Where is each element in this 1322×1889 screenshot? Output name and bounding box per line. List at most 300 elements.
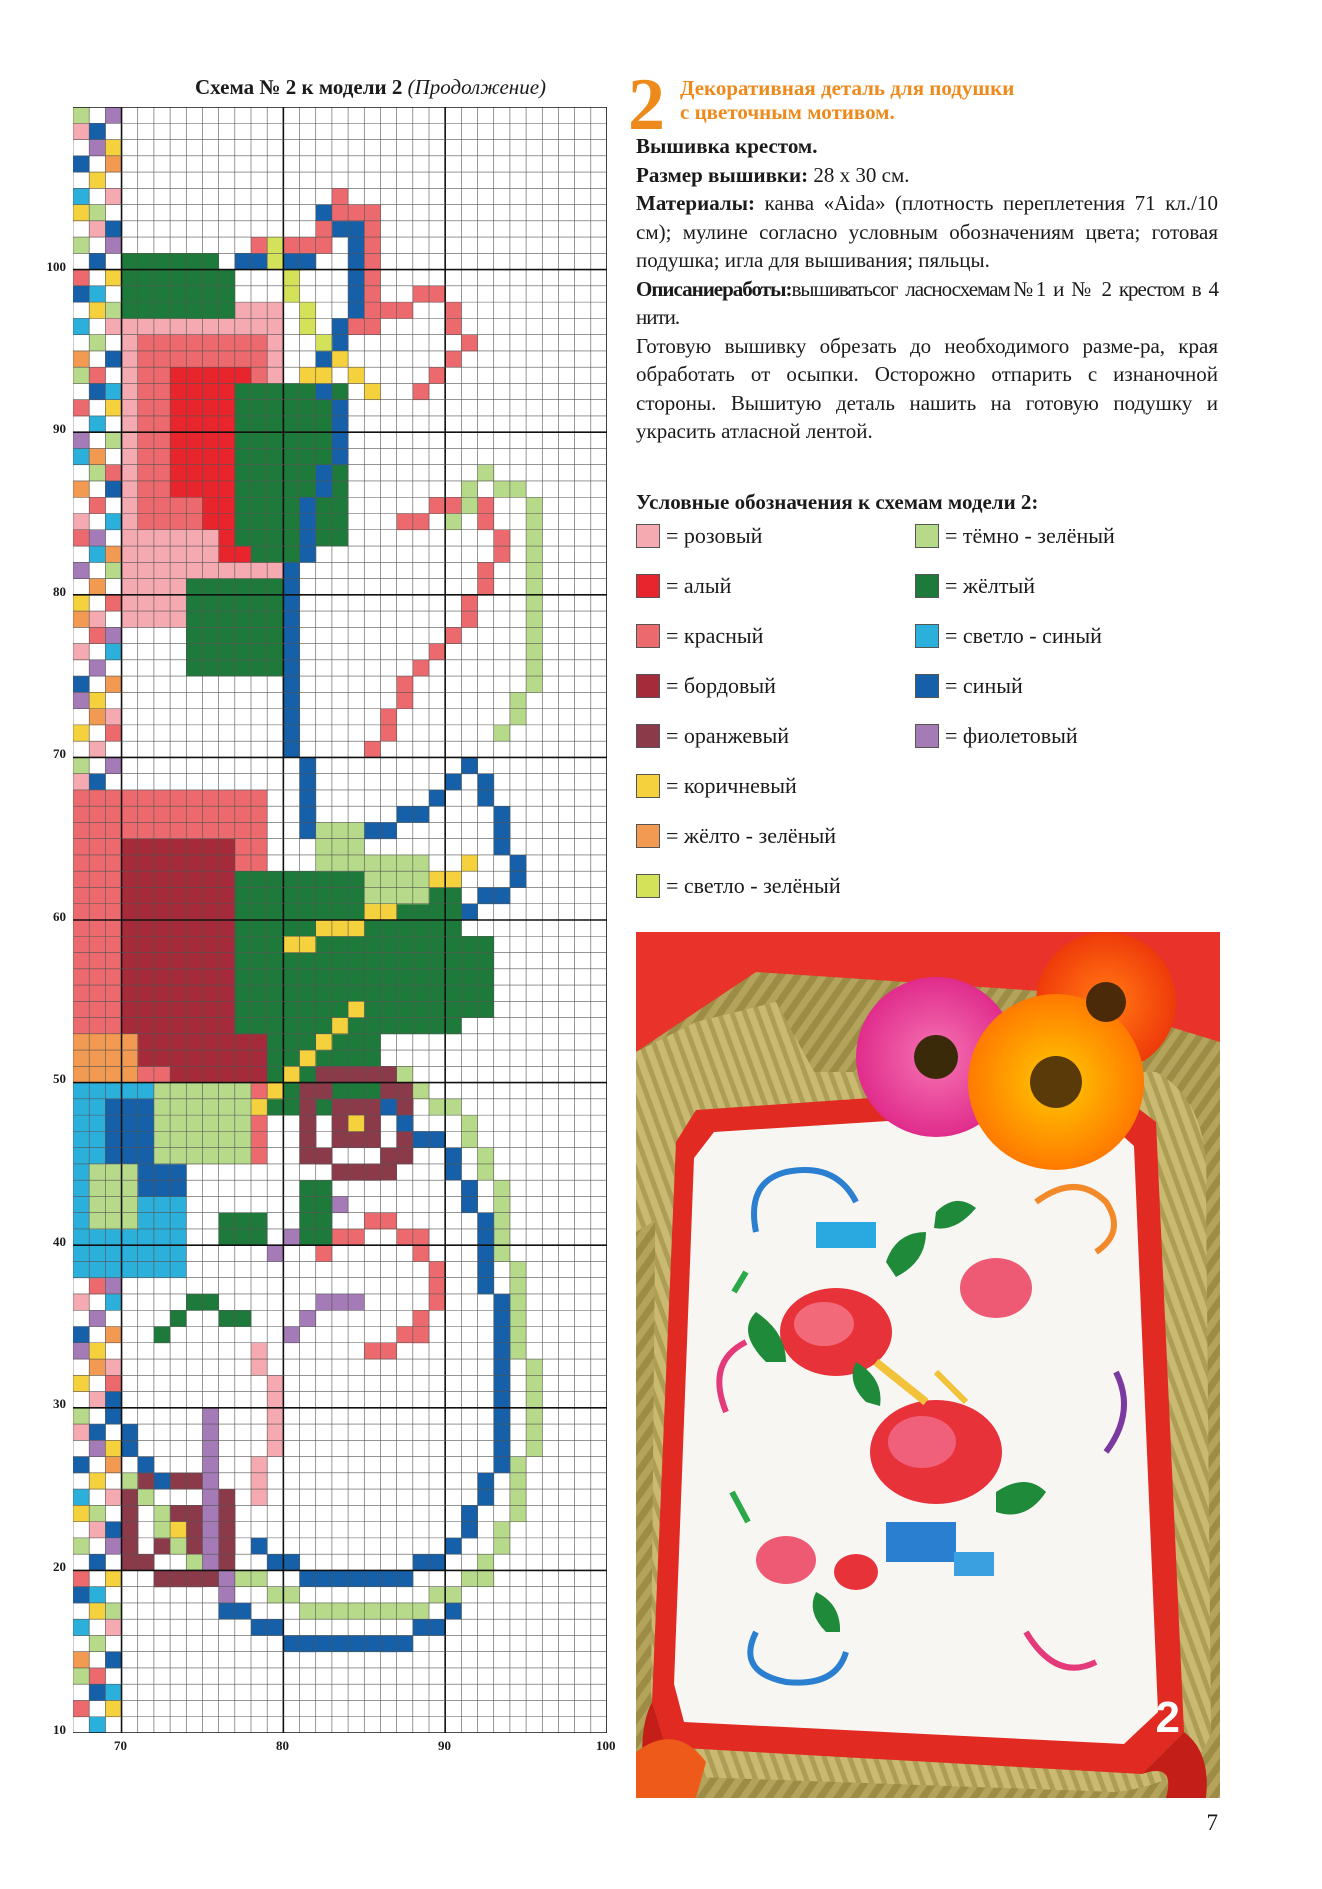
stitch-cell [89, 1668, 106, 1685]
stitch-cell [105, 1164, 122, 1181]
stitch-cell [316, 871, 333, 888]
stitch-cell [526, 1359, 543, 1376]
stitch-cell [283, 887, 300, 904]
stitch-cell [202, 920, 219, 937]
stitch-cell [186, 1538, 203, 1555]
stitch-cell [89, 1473, 106, 1490]
stitch-cell [283, 1587, 300, 1604]
stitch-cell [186, 318, 203, 335]
stitch-cell [267, 351, 284, 368]
stitch-cell [267, 1001, 284, 1018]
stitch-cell [348, 822, 365, 839]
stitch-cell [89, 692, 106, 709]
stitch-cell [316, 855, 333, 872]
stitch-cell [380, 985, 397, 1002]
stitch-cell [73, 1652, 90, 1669]
stitch-cell [122, 611, 139, 628]
stitch-cell [235, 839, 252, 856]
stitch-cell [364, 1099, 381, 1116]
stitch-cell [235, 432, 252, 449]
stitch-cell [283, 644, 300, 661]
stitch-cell [89, 1310, 106, 1327]
stitch-cell [170, 936, 187, 953]
stitch-cell [332, 822, 349, 839]
stitch-cell [186, 302, 203, 319]
stitch-cell [138, 1196, 155, 1213]
stitch-cell [267, 302, 284, 319]
stitch-cell [283, 253, 300, 270]
stitch-cell [316, 1245, 333, 1262]
stitch-cell [73, 530, 90, 547]
stitch-cell [332, 416, 349, 433]
stitch-cell [251, 936, 268, 953]
stitch-cell [89, 172, 106, 189]
stitch-cell [105, 1408, 122, 1425]
stitch-cell [219, 318, 236, 335]
stitch-cell [397, 904, 414, 921]
stitch-cell [73, 822, 90, 839]
stitch-cell [202, 383, 219, 400]
stitch-cell [332, 432, 349, 449]
stitch-cell [283, 432, 300, 449]
stitch-cell [105, 270, 122, 287]
legend-label: = алый [666, 573, 732, 598]
stitch-cell [300, 1018, 317, 1035]
stitch-cell [105, 400, 122, 417]
stitch-cell [219, 514, 236, 531]
legend-item [636, 822, 836, 850]
stitch-cell [202, 1099, 219, 1116]
stitch-cell [138, 383, 155, 400]
stitch-cell [202, 1066, 219, 1083]
stitch-cell [73, 595, 90, 612]
stitch-cell [138, 1213, 155, 1230]
stitch-cell [429, 1294, 446, 1311]
stitch-cell [89, 741, 106, 758]
stitch-cell [332, 1164, 349, 1181]
stitch-cell [445, 318, 462, 335]
stitch-cell [397, 692, 414, 709]
stitch-cell [251, 530, 268, 547]
stitch-cell [526, 514, 543, 531]
stitch-cell [170, 400, 187, 417]
stitch-cell [138, 1099, 155, 1116]
stitch-cell [154, 514, 171, 531]
stitch-cell [73, 790, 90, 807]
stitch-cell [478, 1229, 495, 1246]
stitch-cell [122, 1066, 139, 1083]
stitch-cell [413, 1554, 430, 1571]
stitch-cell [251, 335, 268, 352]
stitch-cell [154, 887, 171, 904]
stitch-cell [122, 318, 139, 335]
stitch-cell [364, 822, 381, 839]
stitch-cell [154, 335, 171, 352]
article-number: 2 [628, 64, 665, 146]
stitch-cell [122, 335, 139, 352]
stitch-cell [219, 611, 236, 628]
stitch-cell [154, 790, 171, 807]
stitch-cell [170, 855, 187, 872]
stitch-cell [219, 1083, 236, 1100]
stitch-cell [380, 1018, 397, 1035]
stitch-cell [267, 514, 284, 531]
stitch-cell [300, 400, 317, 417]
stitch-cell [461, 497, 478, 514]
stitch-cell [202, 318, 219, 335]
stitch-cell [170, 1505, 187, 1522]
stitch-cell [494, 887, 511, 904]
stitch-cell [494, 481, 511, 498]
stitch-cell [235, 969, 252, 986]
stitch-cell [380, 822, 397, 839]
stitch-cell [219, 1148, 236, 1165]
stitch-cell [397, 1148, 414, 1165]
stitch-cell [461, 1570, 478, 1587]
stitch-cell [397, 514, 414, 531]
stitch-cell [348, 936, 365, 953]
stitch-cell [235, 904, 252, 921]
stitch-cell [267, 660, 284, 677]
stitch-cell [300, 1635, 317, 1652]
stitch-cell [267, 871, 284, 888]
stitch-cell [73, 904, 90, 921]
stitch-cell [267, 1066, 284, 1083]
stitch-cell [251, 1018, 268, 1035]
stitch-cell [478, 969, 495, 986]
stitch-cell [429, 286, 446, 303]
stitch-cell [138, 1245, 155, 1262]
stitch-cell [105, 871, 122, 888]
stitch-cell [122, 1196, 139, 1213]
stitch-cell [397, 1001, 414, 1018]
stitch-cell [267, 627, 284, 644]
stitch-cell [154, 871, 171, 888]
stitch-cell [122, 1538, 139, 1555]
stitch-cell [283, 936, 300, 953]
stitch-cell [105, 1570, 122, 1587]
y-label-100: 100 [46, 259, 66, 274]
stitch-cell [235, 1034, 252, 1051]
stitch-cell [478, 774, 495, 791]
stitch-cell [73, 1570, 90, 1587]
stitch-cell [122, 1050, 139, 1067]
stitch-cell [202, 465, 219, 482]
stitch-cell [316, 1050, 333, 1067]
chart-gridlines [73, 107, 607, 1733]
stitch-cell [186, 936, 203, 953]
stitch-cell [154, 497, 171, 514]
stitch-cell [429, 1018, 446, 1035]
stitch-cell [186, 432, 203, 449]
stitch-cell [494, 1522, 511, 1539]
stitch-cell [89, 871, 106, 888]
stitch-cell [413, 383, 430, 400]
stitch-cell [170, 1115, 187, 1132]
stitch-cell [105, 855, 122, 872]
stitch-cell [170, 822, 187, 839]
stitch-cell [510, 1261, 527, 1278]
stitch-cell [300, 432, 317, 449]
stitch-cell [154, 432, 171, 449]
stitch-cell [251, 871, 268, 888]
stitch-cell [300, 920, 317, 937]
stitch-cell [332, 1034, 349, 1051]
stitch-cell [478, 1245, 495, 1262]
stitch-cell [267, 1050, 284, 1067]
stitch-cell [186, 270, 203, 287]
legend-item [915, 522, 1115, 550]
stitch-cell [283, 546, 300, 563]
stitch-cell [316, 1570, 333, 1587]
stitch-cell [170, 871, 187, 888]
stitch-cell [429, 367, 446, 384]
stitch-cell [170, 1034, 187, 1051]
stitch-cell [316, 985, 333, 1002]
stitch-cell [105, 1131, 122, 1148]
stitch-cell [89, 1684, 106, 1701]
stitch-cell [89, 286, 106, 303]
stitch-cell [138, 562, 155, 579]
stitch-cell [510, 692, 527, 709]
stitch-cell [510, 481, 527, 498]
stitch-cell [235, 1050, 252, 1067]
stitch-cell [170, 1196, 187, 1213]
stitch-cell [267, 465, 284, 482]
stitch-cell [300, 1001, 317, 1018]
stitch-cell [251, 1001, 268, 1018]
headline-line-2: с цветочным мотивом. [680, 100, 895, 124]
stitch-cell [73, 920, 90, 937]
stitch-cell [267, 416, 284, 433]
stitch-cell [186, 1018, 203, 1035]
stitch-cell [332, 335, 349, 352]
legend-item [636, 572, 731, 600]
stitch-cell [235, 400, 252, 417]
stitch-cell [364, 318, 381, 335]
stitch-cell [202, 1001, 219, 1018]
stitch-cell [235, 546, 252, 563]
stitch-cell [251, 465, 268, 482]
stitch-cell [186, 871, 203, 888]
stitch-cell [219, 383, 236, 400]
stitch-cell [202, 1473, 219, 1490]
stitch-cell [170, 985, 187, 1002]
stitch-cell [348, 1115, 365, 1132]
stitch-cell [251, 1213, 268, 1230]
stitch-cell [300, 1213, 317, 1230]
stitch-cell [526, 595, 543, 612]
stitch-cell [380, 709, 397, 726]
stitch-cell [348, 1050, 365, 1067]
stitch-cell [89, 579, 106, 596]
stitch-cell [122, 985, 139, 1002]
stitch-cell [219, 530, 236, 547]
photo-illustration [636, 932, 1220, 1798]
stitch-cell [235, 1229, 252, 1246]
stitch-cell [235, 1570, 252, 1587]
stitch-cell [202, 871, 219, 888]
stitch-cell [105, 1603, 122, 1620]
stitch-cell [364, 887, 381, 904]
stitch-cell [332, 1050, 349, 1067]
stitch-cell [267, 953, 284, 970]
stitch-cell [510, 1473, 527, 1490]
stitch-cell [202, 839, 219, 856]
stitch-cell [267, 1392, 284, 1409]
stitch-cell [300, 530, 317, 547]
legend-swatch [636, 674, 660, 698]
stitch-cell [300, 822, 317, 839]
stitch-cell [526, 1424, 543, 1441]
stitch-cell [316, 400, 333, 417]
stitch-cell [89, 1213, 106, 1230]
stitch-cell [316, 351, 333, 368]
legend-item [915, 672, 1023, 700]
stitch-cell [251, 448, 268, 465]
stitch-cell [380, 1343, 397, 1360]
stitch-cell [186, 920, 203, 937]
stitch-cell [154, 546, 171, 563]
stitch-cell [122, 579, 139, 596]
stitch-cell [73, 1115, 90, 1132]
stitch-cell [73, 318, 90, 335]
stitch-cell [235, 562, 252, 579]
stitch-cell [105, 904, 122, 921]
stitch-cell [461, 1522, 478, 1539]
stitch-cell [122, 920, 139, 937]
stitch-cell [397, 1635, 414, 1652]
stitch-cell [73, 514, 90, 531]
stitch-cell [283, 660, 300, 677]
stitch-cell [186, 839, 203, 856]
stitch-cell [154, 481, 171, 498]
stitch-cell [364, 985, 381, 1002]
stitch-cell [251, 953, 268, 970]
stitch-cell [283, 725, 300, 742]
stitch-cell [202, 1424, 219, 1441]
stitch-cell [154, 1018, 171, 1035]
stitch-cell [364, 253, 381, 270]
stitch-cell [122, 367, 139, 384]
stitch-cell [202, 530, 219, 547]
stitch-cell [526, 530, 543, 547]
stitch-cell [219, 644, 236, 661]
stitch-cell [235, 887, 252, 904]
stitch-cell [478, 1213, 495, 1230]
stitch-cell [186, 822, 203, 839]
stitch-cell [138, 887, 155, 904]
stitch-cell [364, 1018, 381, 1035]
stitch-cell [251, 839, 268, 856]
legend-swatch [636, 624, 660, 648]
stitch-cell [316, 1180, 333, 1197]
stitch-cell [364, 1083, 381, 1100]
stitch-cell [364, 1034, 381, 1051]
stitch-cell [461, 1001, 478, 1018]
stitch-cell [89, 1050, 106, 1067]
stitch-cell [267, 1619, 284, 1636]
stitch-cell [89, 1440, 106, 1457]
stitch-cell [235, 822, 252, 839]
stitch-cell [235, 920, 252, 937]
stitch-cell [105, 887, 122, 904]
stitch-cell [138, 497, 155, 514]
stitch-cell [478, 497, 495, 514]
stitch-cell [154, 1083, 171, 1100]
stitch-cell [300, 497, 317, 514]
stitch-cell [202, 1440, 219, 1457]
stitch-cell [122, 253, 139, 270]
stitch-cell [348, 871, 365, 888]
stitch-cell [170, 920, 187, 937]
stitch-cell [461, 1131, 478, 1148]
stitch-cell [89, 790, 106, 807]
stitch-cell [316, 465, 333, 482]
stitch-cell [445, 627, 462, 644]
stitch-cell [526, 627, 543, 644]
stitch-cell [413, 1310, 430, 1327]
stitch-cell [397, 1603, 414, 1620]
stitch-cell [73, 1700, 90, 1717]
stitch-cell [235, 514, 252, 531]
stitch-cell [316, 497, 333, 514]
stitch-cell [219, 1587, 236, 1604]
stitch-cell [202, 253, 219, 270]
stitch-cell [267, 644, 284, 661]
stitch-cell [154, 351, 171, 368]
stitch-cell [494, 1408, 511, 1425]
stitch-cell [170, 497, 187, 514]
stitch-cell [170, 530, 187, 547]
stitch-cell [348, 953, 365, 970]
stitch-cell [202, 1115, 219, 1132]
stitch-cell [283, 1066, 300, 1083]
stitch-cell [283, 920, 300, 937]
stitch-cell [461, 335, 478, 352]
stitch-cell [413, 904, 430, 921]
stitch-cell [202, 270, 219, 287]
stitch-cell [186, 400, 203, 417]
stitch-cell [138, 920, 155, 937]
stitch-cell [251, 367, 268, 384]
stitch-cell [105, 1619, 122, 1636]
stitch-cell [122, 953, 139, 970]
stitch-cell [478, 562, 495, 579]
legend-label: = жёлтый [945, 573, 1036, 598]
stitch-cell [510, 1294, 527, 1311]
y-label-70: 70 [53, 746, 66, 761]
stitch-cell [73, 400, 90, 417]
stitch-cell [251, 855, 268, 872]
stitch-cell [413, 1245, 430, 1262]
stitch-cell [89, 205, 106, 222]
stitch-cell [332, 205, 349, 222]
stitch-cell [219, 660, 236, 677]
legend-item [636, 672, 776, 700]
stitch-cell [283, 1229, 300, 1246]
stitch-cell [445, 904, 462, 921]
stitch-cell [138, 822, 155, 839]
stitch-cell [138, 351, 155, 368]
stitch-cell [154, 270, 171, 287]
legend-label: = оранжевый [666, 723, 790, 748]
legend-swatch [636, 824, 660, 848]
stitch-cell [478, 465, 495, 482]
stitch-cell [105, 1050, 122, 1067]
stitch-cell [510, 871, 527, 888]
stitch-cell [219, 562, 236, 579]
